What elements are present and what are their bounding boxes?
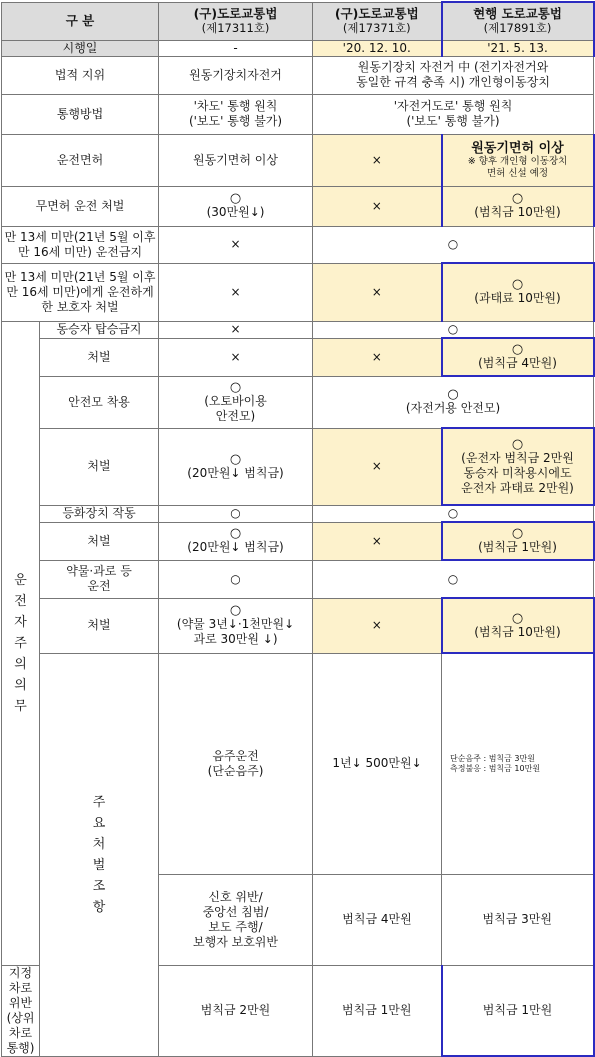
section-label-driver-duty: 운전자주의의무 (2, 321, 40, 965)
new-passenger-penalty: ○ (범칙금 4만원) (442, 338, 594, 376)
row-legal-status (2, 56, 594, 94)
label-lights: 등화장치 작동 (40, 505, 159, 522)
old-license: 원동기면허 이상 (159, 134, 313, 186)
old-signal-violation: 범칙금 4만원 (313, 874, 442, 965)
label-signal-violation: 신호 위반/ 중앙선 침범/ 보도 주행/ 보행자 보호위반 (159, 874, 313, 965)
label-unlicensed-penalty: 무면허 운전 처벌 (2, 186, 159, 226)
header-current-law: 현행 도로교통법 (제17891호) (442, 2, 594, 40)
old-passenger-penalty: × (159, 338, 313, 376)
merged-traffic-method: '자전거도로' 통행 원칙 ('보도' 통행 불가) (313, 94, 594, 134)
row-unlicensed-penalty (2, 186, 594, 226)
label-effective-date: 시행일 (2, 40, 159, 56)
label-under13-ban: 만 13세 미만(21년 5월 이후 만 16세 미만) 운전금지 (2, 226, 159, 263)
new-effective-date: '21. 5. 13. (442, 40, 594, 56)
comparison-table-wrapper (1, 1, 593, 1057)
new-unlicensed-penalty: ○ (범칙금 10만원) (442, 186, 594, 226)
mid-signal-violation: 범칙금 3만원 (442, 874, 594, 965)
label-lights-penalty: 처벌 (40, 522, 159, 560)
old-passenger-ban: × (159, 321, 313, 338)
row-passenger-ban (2, 321, 594, 338)
label-traffic-method: 통행방법 (2, 94, 159, 134)
merged-helmet: ○ (자전거용 안전모) (313, 376, 594, 428)
mid-unlicensed-penalty: × (313, 186, 442, 226)
merged-lights: ○ (313, 505, 594, 522)
old-unlicensed-penalty: ○ (30만원↓) (159, 186, 313, 226)
label-lane-violation: 지정차로 위반 (상위차로 통행) (2, 965, 40, 1056)
section-label-main-penalties: 주요처벌조항 (40, 653, 159, 1056)
label-helmet-penalty: 처벌 (40, 428, 159, 505)
label-drunk-driving: 음주운전 (단순음주) (159, 653, 313, 874)
old-helmet: ○ (오토바이용 안전모) (159, 376, 313, 428)
mid-license: × (313, 134, 442, 186)
old-under13-guardian: × (159, 263, 313, 321)
label-legal-status: 법적 지위 (2, 56, 159, 94)
old-drunk-driving: 1년↓ 500만원↓ (313, 653, 442, 874)
row-traffic-method (2, 94, 594, 134)
merged-passenger-ban: ○ (313, 321, 594, 338)
mid-lane-violation: 범칙금 1만원 (313, 965, 442, 1056)
old-lights: ○ (159, 505, 313, 522)
row-under13-ban (2, 226, 594, 263)
mid-drunk-driving: 단순음주 : 범칙금 3만원 측정불응 : 범칙금 10만원 (442, 653, 594, 874)
label-passenger-ban: 동승자 탑승금지 (40, 321, 159, 338)
old-under13-ban: × (159, 226, 313, 263)
new-drugs-penalty: ○ (범칙금 10만원) (442, 598, 594, 653)
label-drugs: 약물·과로 등 운전 (40, 560, 159, 598)
new-lights-penalty: ○ (범칙금 1만원) (442, 522, 594, 560)
merged-under13-ban: ○ (313, 226, 594, 263)
row-under13-guardian (2, 263, 594, 321)
new-under13-guardian: ○ (과태료 10만원) (442, 263, 594, 321)
mid-helmet-penalty: × (313, 428, 442, 505)
comparison-table (1, 1, 595, 1057)
header-old-law: (구)도로교통법 (제17311호) (159, 2, 313, 40)
row-helmet-penalty (2, 428, 594, 505)
old-traffic-method: '차도' 통행 원칙 ('보도' 통행 불가) (159, 94, 313, 134)
row-drugs (2, 560, 594, 598)
header-mid-law: (구)도로교통법 (제17371호) (313, 2, 442, 40)
mid-under13-guardian: × (313, 263, 442, 321)
label-license: 운전면허 (2, 134, 159, 186)
old-effective-date: - (159, 40, 313, 56)
row-helmet (2, 376, 594, 428)
old-legal-status: 원동기장치자전거 (159, 56, 313, 94)
old-drugs: ○ (159, 560, 313, 598)
mid-drugs-penalty: × (313, 598, 442, 653)
row-effective-date (2, 40, 594, 56)
merged-legal-status: 원동기장치 자전거 中 (전기자전거와 동일한 규격 충족 시) 개인형이동장치 (313, 56, 594, 94)
label-drugs-penalty: 처벌 (40, 598, 159, 653)
header-row (2, 2, 594, 40)
old-lights-penalty: ○ (20만원↓ 범칙금) (159, 522, 313, 560)
row-license (2, 134, 594, 186)
label-under13-guardian: 만 13세 미만(21년 5월 이후 만 16세 미만)에게 운전하게 한 보호자 처벌 (2, 263, 159, 321)
row-passenger-penalty (2, 338, 594, 376)
row-drugs-penalty (2, 598, 594, 653)
new-helmet-penalty: ○ (운전자 범칙금 2만원 동승자 미착용시에도 운전자 과태료 2만원) (442, 428, 594, 505)
row-drunk-driving (2, 653, 594, 874)
row-lights (2, 505, 594, 522)
merged-drugs: ○ (313, 560, 594, 598)
old-drugs-penalty: ○ (약물 3년↓·1천만원↓ 과로 30만원 ↓) (159, 598, 313, 653)
new-lane-violation: 범칙금 1만원 (442, 965, 594, 1056)
old-lane-violation: 범칙금 2만원 (159, 965, 313, 1056)
mid-lights-penalty: × (313, 522, 442, 560)
mid-effective-date: '20. 12. 10. (313, 40, 442, 56)
label-passenger-penalty: 처벌 (40, 338, 159, 376)
mid-passenger-penalty: × (313, 338, 442, 376)
old-helmet-penalty: ○ (20만원↓ 범칙금) (159, 428, 313, 505)
header-gubun: 구 분 (2, 2, 159, 40)
row-lights-penalty (2, 522, 594, 560)
label-helmet: 안전모 착용 (40, 376, 159, 428)
new-license: 원동기면허 이상 ※ 향후 개인형 이동장치 면허 신설 예정 (442, 134, 594, 186)
